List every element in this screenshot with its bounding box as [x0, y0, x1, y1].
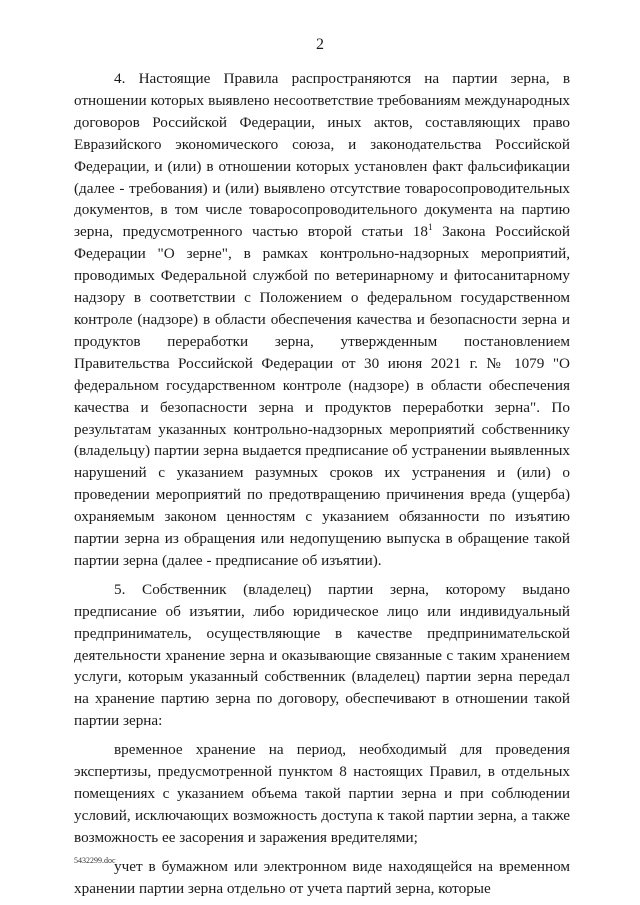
- paragraph-5-item-1: временное хранение на период, необходимый для проведения экспертизы, предусмотренной пунктом 8 настоящих Правил, в отдельных помещениях с указанием объема такой партии зерна и при соблюдении условий, исключающих возможность доступа к такой партии зерна, а также возможность ее засорения и заражения вредителями;: [74, 741, 570, 846]
- superscript-1: 1: [427, 222, 433, 233]
- document-body: [74, 68, 570, 900]
- paragraph-5-item-2: учет в бумажном или электронном виде находящейся на временном хранении партии зерна отдельно от учета партий зерна, которые: [74, 857, 570, 897]
- document-file-id: 5432299.doc: [74, 856, 116, 865]
- paragraph-4: [74, 68, 570, 572]
- page-number: 2: [316, 36, 324, 53]
- paragraph-5: 5. Собственник (владелец) партии зерна, которому выдано предписание об изъятии, либо юридическое лицо или индивидуальный предприниматель, осуществляющие в качестве предпринимательской деятельности хранение зерна и оказывающие связанные с таким хранением услуги, которым указанный собственник (владелец) партии зерна передал на хранение партию зерна по договору, обеспечивают в отношении такой партии зерна:: [74, 580, 570, 730]
- paragraph-4-text-a: 4. Настоящие Правила распространяются на партии зерна, в отношении которых выявлено несоответствие требованиям международных договоров Российской Федерации, иных актов, составляющих право Евразийского экономического союза, и законодательства Российской Федерации, и (или) в отношении которых установлен факт фальсификации (далее - требования) и (или) выявлено отсутствие товаросопроводительных документов, в том числе товаросопроводительного документа на партию зерна, предусмотренного частью второй статьи 18: [74, 70, 570, 241]
- paragraph-4-text-b: Закона Российской Федерации "О зерне", в рамках контрольно-надзорных мероприятий, проводимых Федеральной службой по ветеринарному и фитосанитарному надзору в соответствии с Положением о федеральном государственном контроле (надзоре) в области обеспечения качества и безопасности зерна и продуктов переработки зерна, утвержденным постановлением Правительства Российской Федерации от 30 июня 2021 г. № 1079 "О федеральном государственном контроле (надзоре) в области обеспечения качества и безопасности зерна и продуктов переработки зерна". По результатам указанных контрольно-надзорных мероприятий собственнику (владельцу) партии зерна выдается предписание об устранении выявленных нарушений с указанием разумных сроков их устранения и (или) о проведении мероприятий по предотвращению причинения вреда (ущерба) охраняемым законом ценностям с указанием обязанности по изъятию партии зерна из обращения или недопущению выпуска в обращение такой партии зерна (далее - предписание об изъятии).: [74, 223, 570, 569]
